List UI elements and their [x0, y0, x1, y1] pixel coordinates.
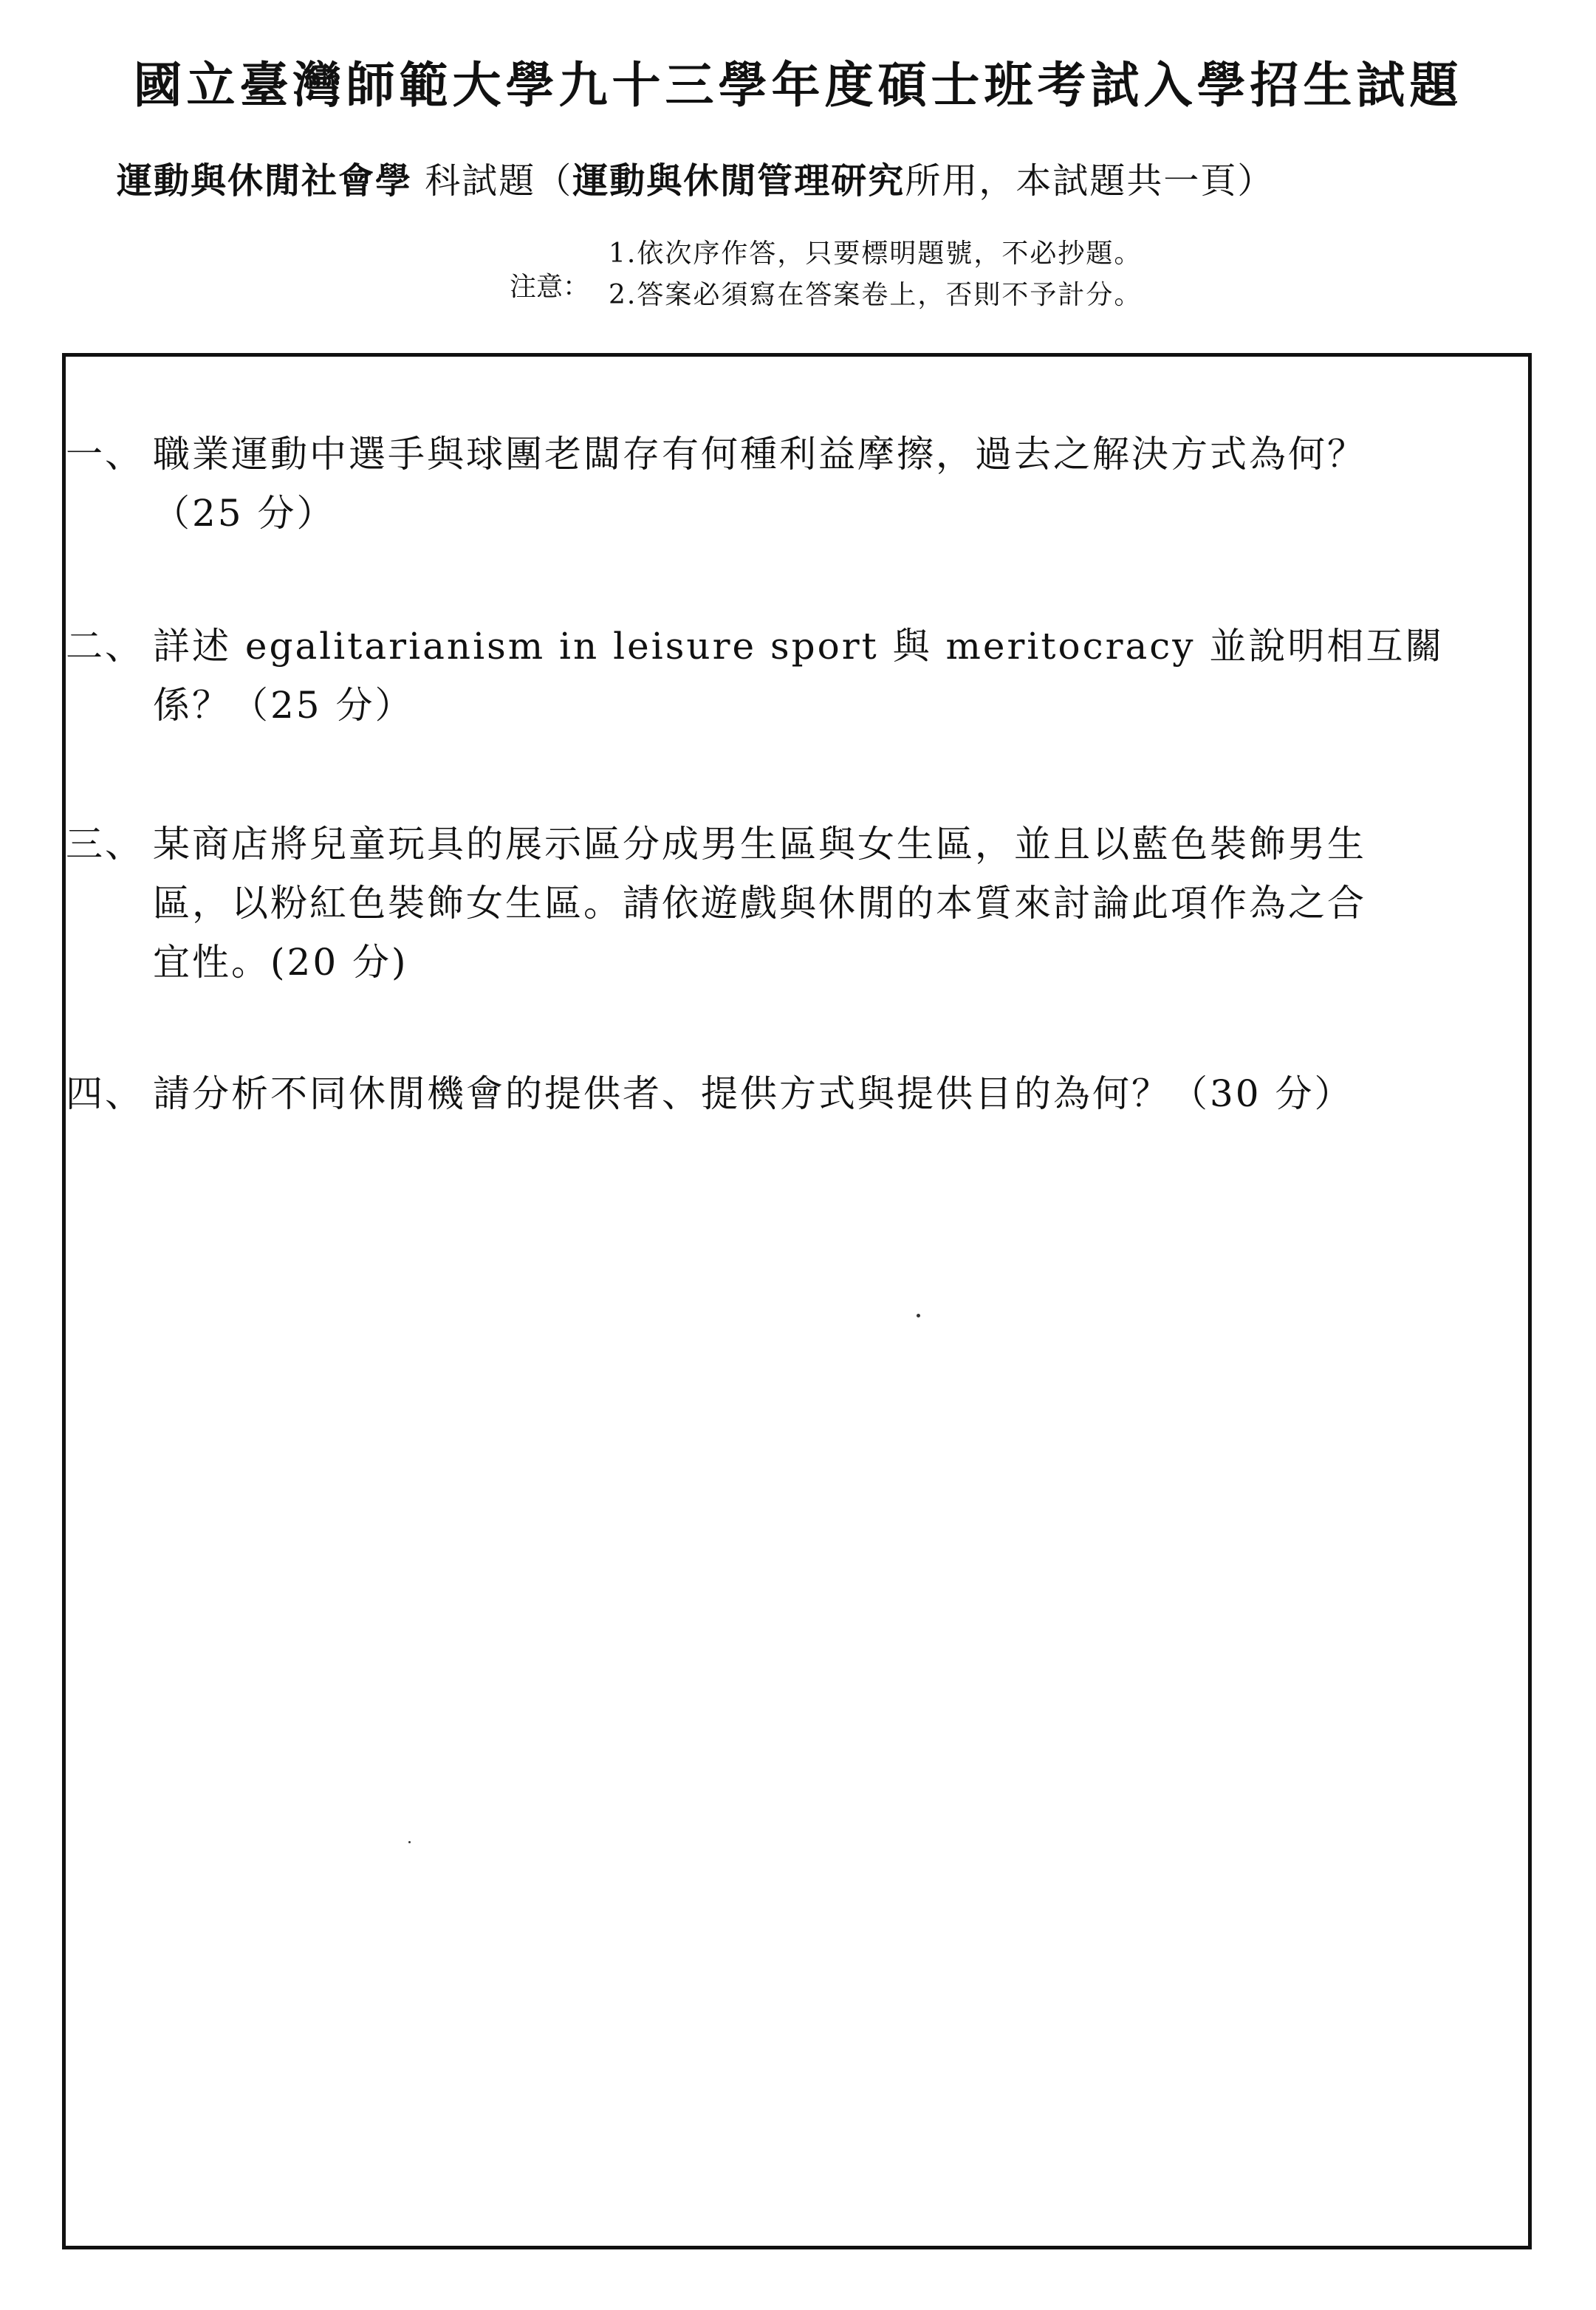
question-box [62, 353, 1532, 2249]
notice-item: 1.依次序作答，只要標明題號，不必抄題。 [609, 239, 1143, 269]
question-line: 詳述 egalitarianism in leisure sport 與 meritocracy 並說明相互關 [153, 625, 1445, 668]
notice-label: 注意： [510, 272, 590, 302]
question-3 [66, 815, 1586, 992]
question-line: 請分析不同休閒機會的提供者、提供方式與提供目的為何？（30 分） [153, 1072, 1354, 1115]
question-2 [66, 617, 1586, 735]
question-line: 區，以粉紅色裝飾女生區。請依遊戲與休閒的本質來討論此項作為之合 [153, 882, 1366, 925]
question-line: 係？（25 分） [153, 684, 414, 727]
department-suffix: 所用，本試題共一頁） [905, 160, 1275, 202]
question-line: 職業運動中選手與球團老闆存有何種利益摩擦，過去之解決方式為何？ [153, 433, 1366, 476]
question-number: 二、 [66, 625, 144, 668]
subject-suffix: 科試題（ [425, 160, 573, 202]
question-line: 宜性。(20 分) [153, 941, 408, 984]
notice-list [609, 233, 1142, 316]
subject-name: 運動與休閒社會學 [117, 160, 413, 202]
subject-line [117, 152, 1274, 203]
question-line: 某商店將兒童玩具的展示區分成男生區與女生區，並且以藍色裝飾男生 [153, 823, 1366, 866]
notice-item: 2.答案必須寫在答案卷上，否則不予計分。 [609, 280, 1143, 310]
question-line: （25 分） [153, 492, 336, 535]
question-number: 三、 [66, 823, 144, 866]
scan-speck [917, 1314, 920, 1317]
exam-title: 國立臺灣師範大學九十三學年度碩士班考試入學招生試題 [133, 56, 1463, 114]
question-number: 四、 [66, 1072, 144, 1115]
question-number: 一、 [66, 433, 144, 476]
question-4 [66, 1064, 1586, 1123]
question-1 [66, 425, 1586, 543]
scan-speck [408, 1841, 411, 1843]
department-name: 運動與休閒管理研究 [572, 160, 905, 202]
